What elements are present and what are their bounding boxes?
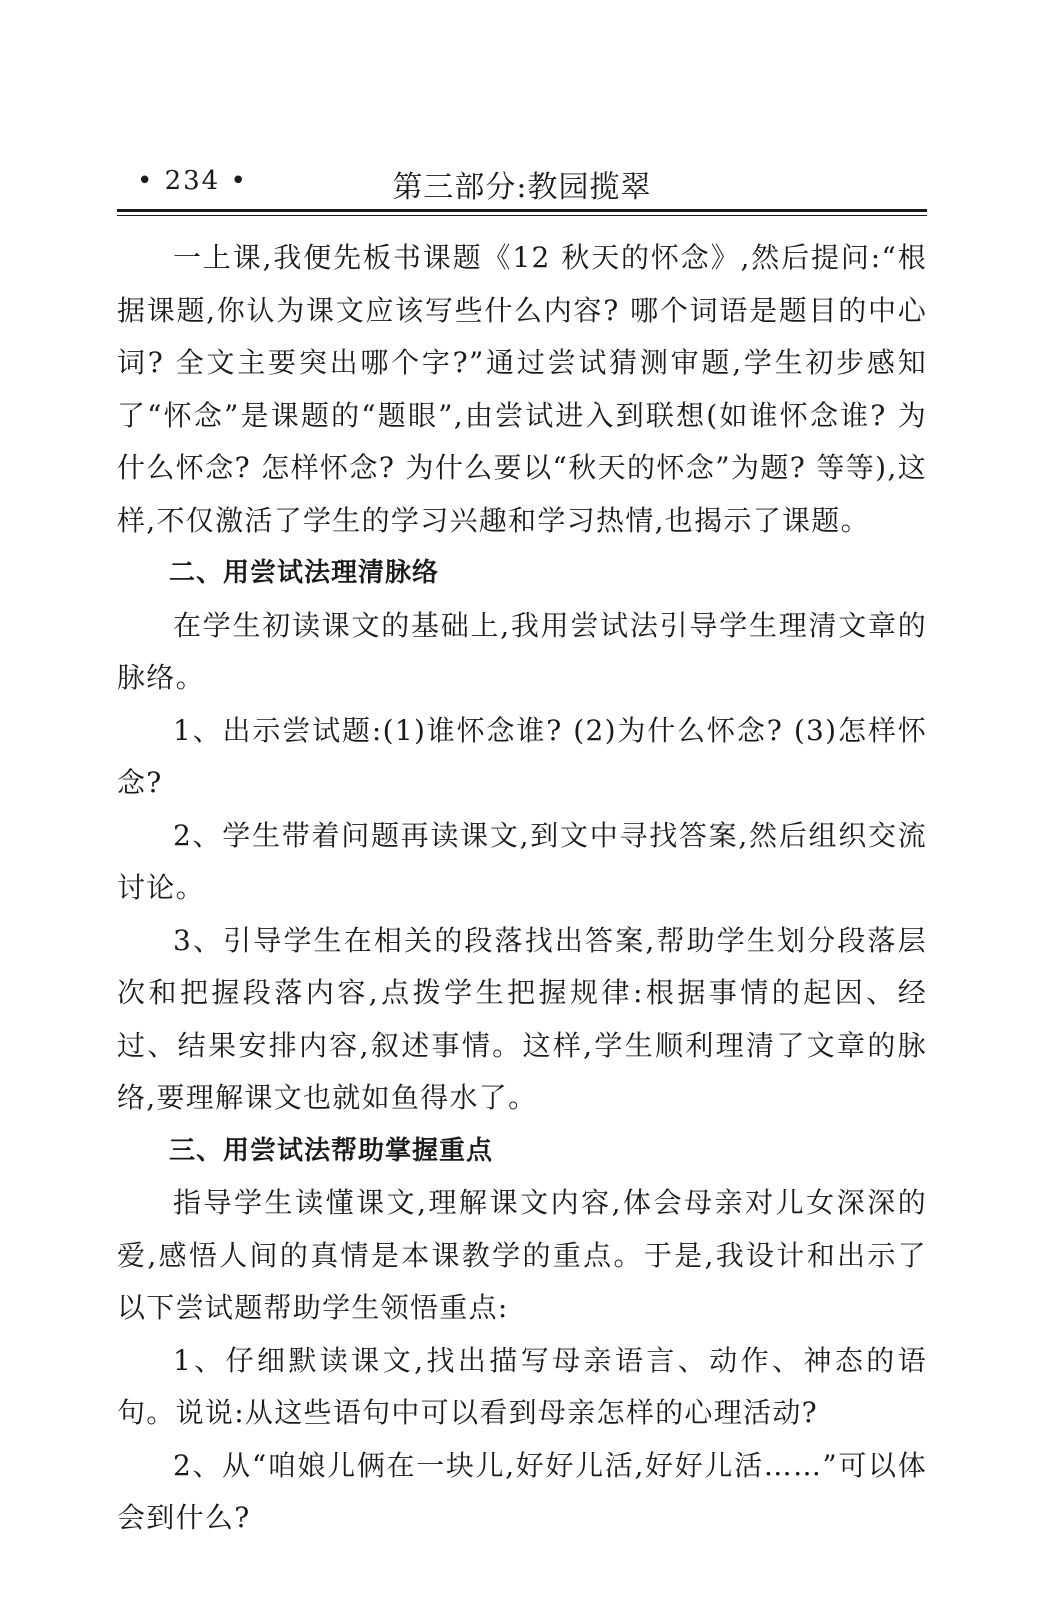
paragraph: 一上课,我便先板书课题《12 秋天的怀念》,然后提问:“根据课题,你认为课文应该写些什么内容? 哪个词语是题目的中心词? 全文主要突出哪个字?”通过尝试猜测审题,学生初步感知了“怀念”是课题的“题眼”,由尝试进入到联想(如谁怀念谁? 为什么怀念? 怎样怀念? 为什么要以“秋天的怀念”为题? 等等),这样,不仅激活了学生的学习兴趣和学习热情,也揭示了课题。 bbox=[117, 241, 927, 537]
section-heading: 三、用尝试法帮助掌握重点 bbox=[169, 1135, 494, 1166]
header-rule-thin bbox=[117, 215, 927, 216]
page-header bbox=[117, 160, 927, 205]
list-item: 2、从“咱娘儿俩在一块儿,好好儿活,好好儿活……”可以体会到什么? bbox=[117, 1448, 927, 1534]
body-text bbox=[117, 232, 927, 1545]
paragraph: 指导学生读懂课文,理解课文内容,体会母亲对儿女深深的爱,感悟人间的真情是本课教学的重点。于是,我设计和出示了以下尝试题帮助学生领悟重点: bbox=[117, 1186, 927, 1324]
list-item: 1、出示尝试题:(1)谁怀念谁? (2)为什么怀念? (3)怎样怀念? bbox=[117, 713, 927, 799]
header-rule-thick bbox=[117, 209, 927, 212]
list-item: 2、学生带着问题再读课文,到文中寻找答案,然后组织交流讨论。 bbox=[117, 818, 927, 904]
list-item: 3、引导学生在相关的段落找出答案,帮助学生划分段落层次和把握段落内容,点拨学生把握规律:根据事情的起因、经过、结果安排内容,叙述事情。这样,学生顺利理清了文章的脉络,要理解课文也就如鱼得水了。 bbox=[117, 923, 927, 1114]
list-item: 1、仔细默读课文,找出描写母亲语言、动作、神态的语句。说说:从这些语句中可以看到母亲怎样的心理活动? bbox=[117, 1343, 927, 1429]
paragraph: 在学生初读课文的基础上,我用尝试法引导学生理清文章的脉络。 bbox=[117, 608, 927, 694]
running-title: 第三部分:教园揽翠 bbox=[392, 170, 652, 205]
section-heading: 二、用尝试法理清脉络 bbox=[169, 558, 440, 588]
page-number: • 234 • bbox=[137, 166, 248, 196]
